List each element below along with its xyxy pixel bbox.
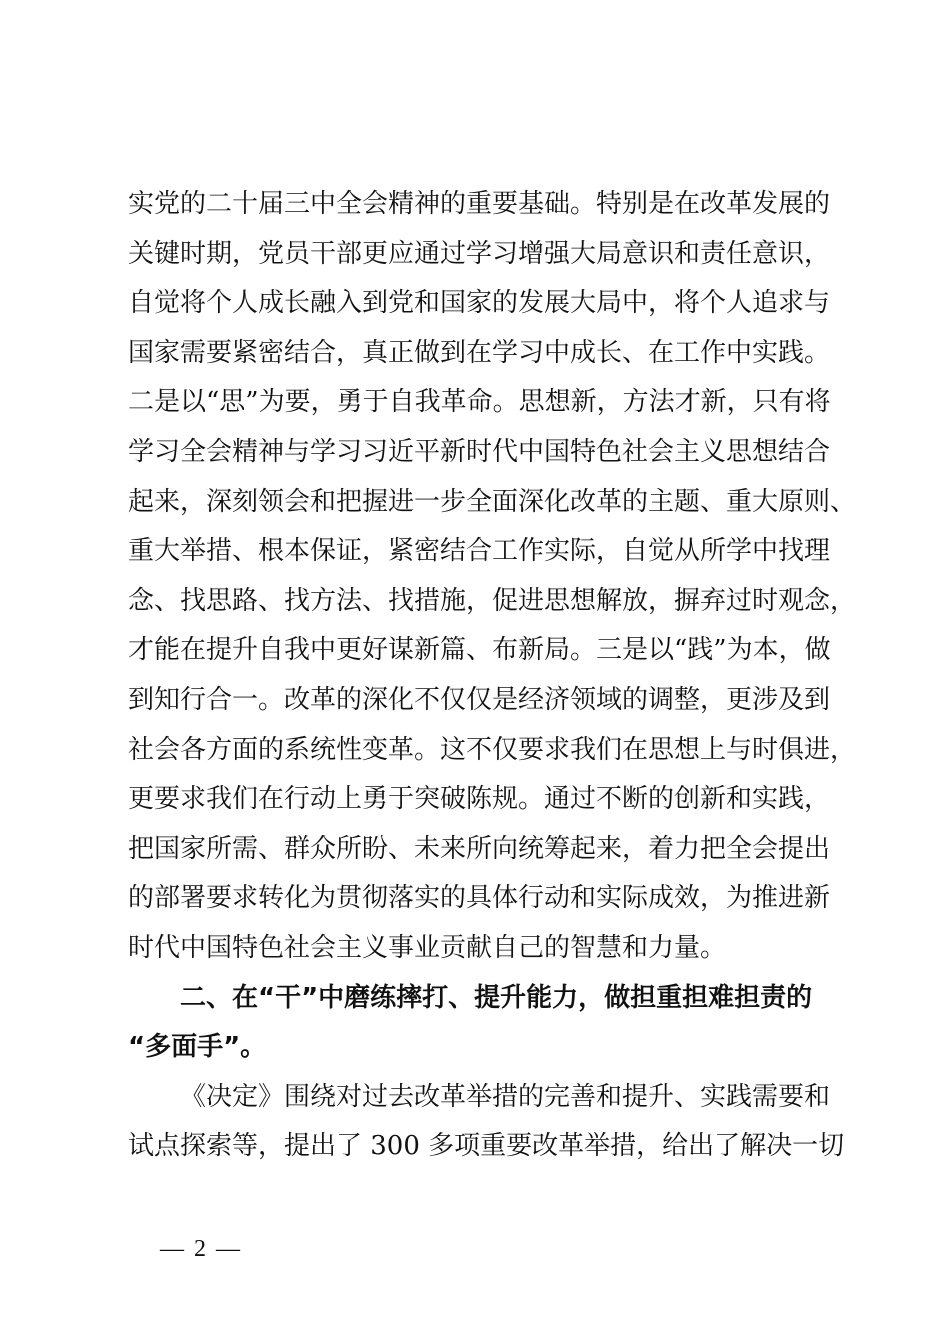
text-line: 《决定》围绕对过去改革举措的完善和提升、实践需要和 <box>180 1081 831 1112</box>
section-heading-continued: “多面手”。 <box>128 1032 267 1063</box>
text-line: 关键时期，党员干部更应通过学习增强大局意识和责任意识， <box>128 238 831 269</box>
text-line: 时代中国特色社会主义事业贡献自己的智慧和力量。 <box>128 932 727 963</box>
text-line: 的部署要求转化为贯彻落实的具体行动和实际成效，为推进新 <box>128 883 831 914</box>
text-line: 念、找思路、找方法、找措施，促进思想解放，摒弃过时观念， <box>128 585 857 616</box>
text-line: 把国家所需、群众所盼、未来所向统筹起来，着力把全会提出 <box>128 833 831 864</box>
text-line: 起来，深刻领会和把握进一步全面深化改革的主题、重大原则、 <box>128 486 857 517</box>
text-line: 实党的二十届三中全会精神的重要基础。特别是在改革发展的 <box>128 189 831 219</box>
text-line: 学习全会精神与学习习近平新时代中国特色社会主义思想结合 <box>128 436 831 467</box>
section-heading: 二、在“干”中磨练摔打、提升能力，做担重担难担责的 <box>180 982 813 1013</box>
text-line: 试点探索等，提出了 300 多项重要改革举措，给出了解决一切 <box>128 1131 845 1162</box>
text-line: 到知行合一。改革的深化不仅仅是经济领域的调整，更涉及到 <box>128 684 831 715</box>
text-line: 自觉将个人成长融入到党和国家的发展大局中，将个人追求与 <box>128 288 831 319</box>
document-body <box>128 180 857 1172</box>
page-number: — 2 — <box>160 1236 242 1262</box>
text-line: 国家需要紧密结合，真正做到在学习中成长、在工作中实践。 <box>128 337 831 368</box>
text-line: 二是以“思”为要，勇于自我革命。思想新，方法才新，只有将 <box>128 387 831 418</box>
text-line: 社会各方面的系统性变革。这不仅要求我们在思想上与时俱进， <box>128 734 857 765</box>
text-line: 重大举措、根本保证，紧密结合工作实际，自觉从所学中找理 <box>128 536 831 567</box>
text-line: 更要求我们在行动上勇于突破陈规。通过不断的创新和实践， <box>128 784 831 815</box>
text-line: 才能在提升自我中更好谋新篇、布新局。三是以“践”为本，做 <box>128 635 831 666</box>
